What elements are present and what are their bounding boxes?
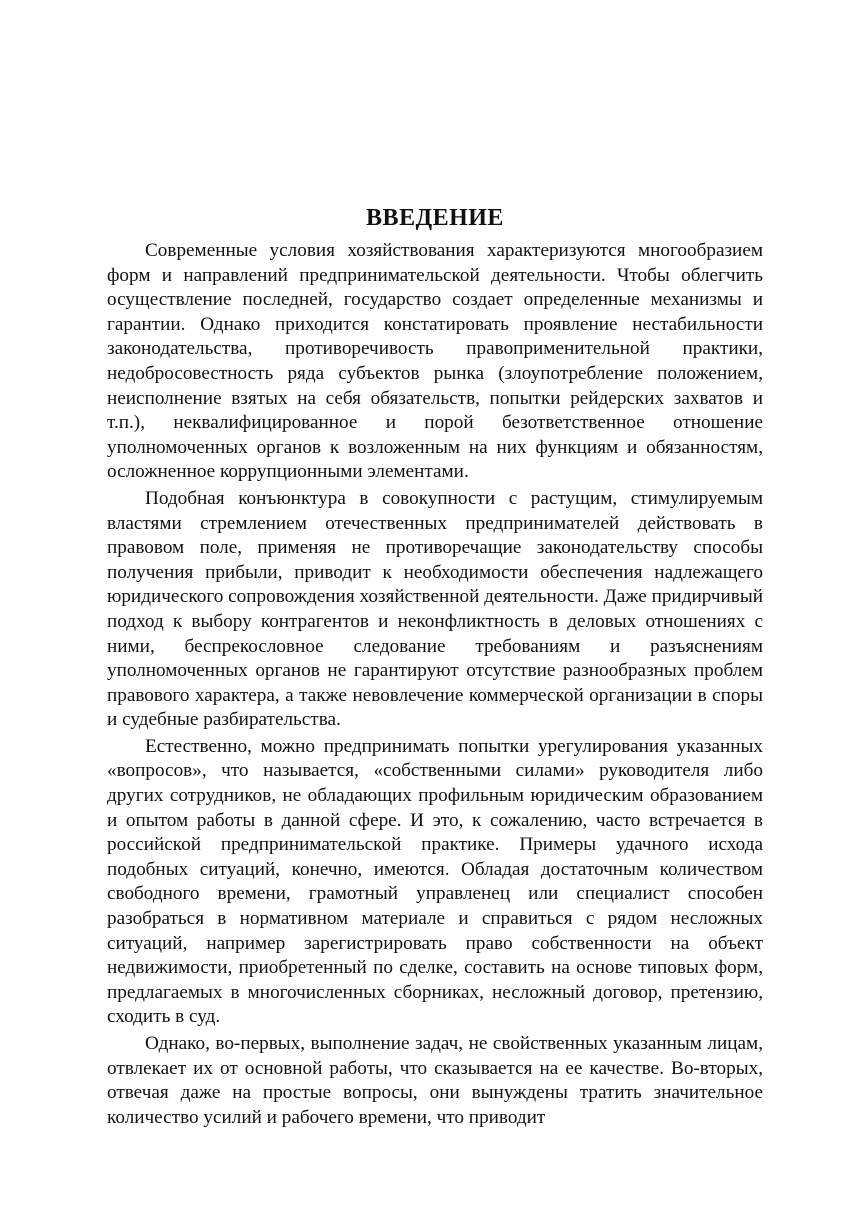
paragraph-4: Однако, во-первых, выполнение задач, не свойственных указанным лицам, отвлекает их от основной работы, что сказывается на ее качестве. Во-вторых, отвечая даже на простые вопросы, они вынуждены тратить значительное количество усилий и рабочего времени, что приводит (107, 1033, 763, 1128)
paragraph-1: Современные условия хозяйствования характеризуются многообразием форм и направлений предпринимательской деятельности. Чтобы облегчить осуществление последней, государство создает определенные механизмы и гарантии. Однако приходится констатировать проявление нестабильности законодательства, противоречивость правоприменительной практики, недобросовестность ряда субъектов рынка (злоупотребление положением, неисполнение взятых на себя обязательств, попытки рейдерских захватов и т.п.), неквалифицированное и порой безответственное отношение уполномоченных органов к возложенным на них функциям и обязанностям, осложненное коррупционными элементами. (107, 240, 763, 483)
paragraph-2: Подобная конъюнктура в совокупности с растущим, стимулируемым властями стремлением отечественных предпринимателей действовать в правовом поле, применяя не противоречащие законодательству способы получения прибыли, приводит к необходимости обеспечения надлежащего юридического сопровождения хозяйственной деятельности. Даже придирчивый подход к выбору контрагентов и неконфликтность в деловых отношениях с ними, беспрекословное следование требованиям и разъяснениям уполномоченных органов не гарантируют отсутствие разнообразных проблем правового характера, а также невовлечение коммерческой организации в споры и судебные разбирательства. (107, 487, 763, 731)
paragraph-3: Естественно, можно предпринимать попытки урегулирования указанных «вопросов», что называется, «собственными силами» руководителя либо других сотрудников, не обладающих профильным юридическим образованием и опытом работы в данной сфере. И это, к сожалению, часто встречается в российской предпринимательской практике. Примеры удачного исхода подобных ситуаций, конечно, имеются. Обладая достаточным количеством свободного времени, грамотный управленец или специалист способен разобраться в нормативном материале и справиться с рядом несложных ситуаций, например зарегистрировать право собственности на объект недвижимости, приобретенный по сделке, составить на основе типовых форм, предлагаемых в многочисленных сборниках, несложный договор, претензию, сходить в суд. (107, 735, 763, 1028)
page-content (107, 203, 763, 1130)
page-title: ВВЕДЕНИЕ (366, 205, 504, 231)
